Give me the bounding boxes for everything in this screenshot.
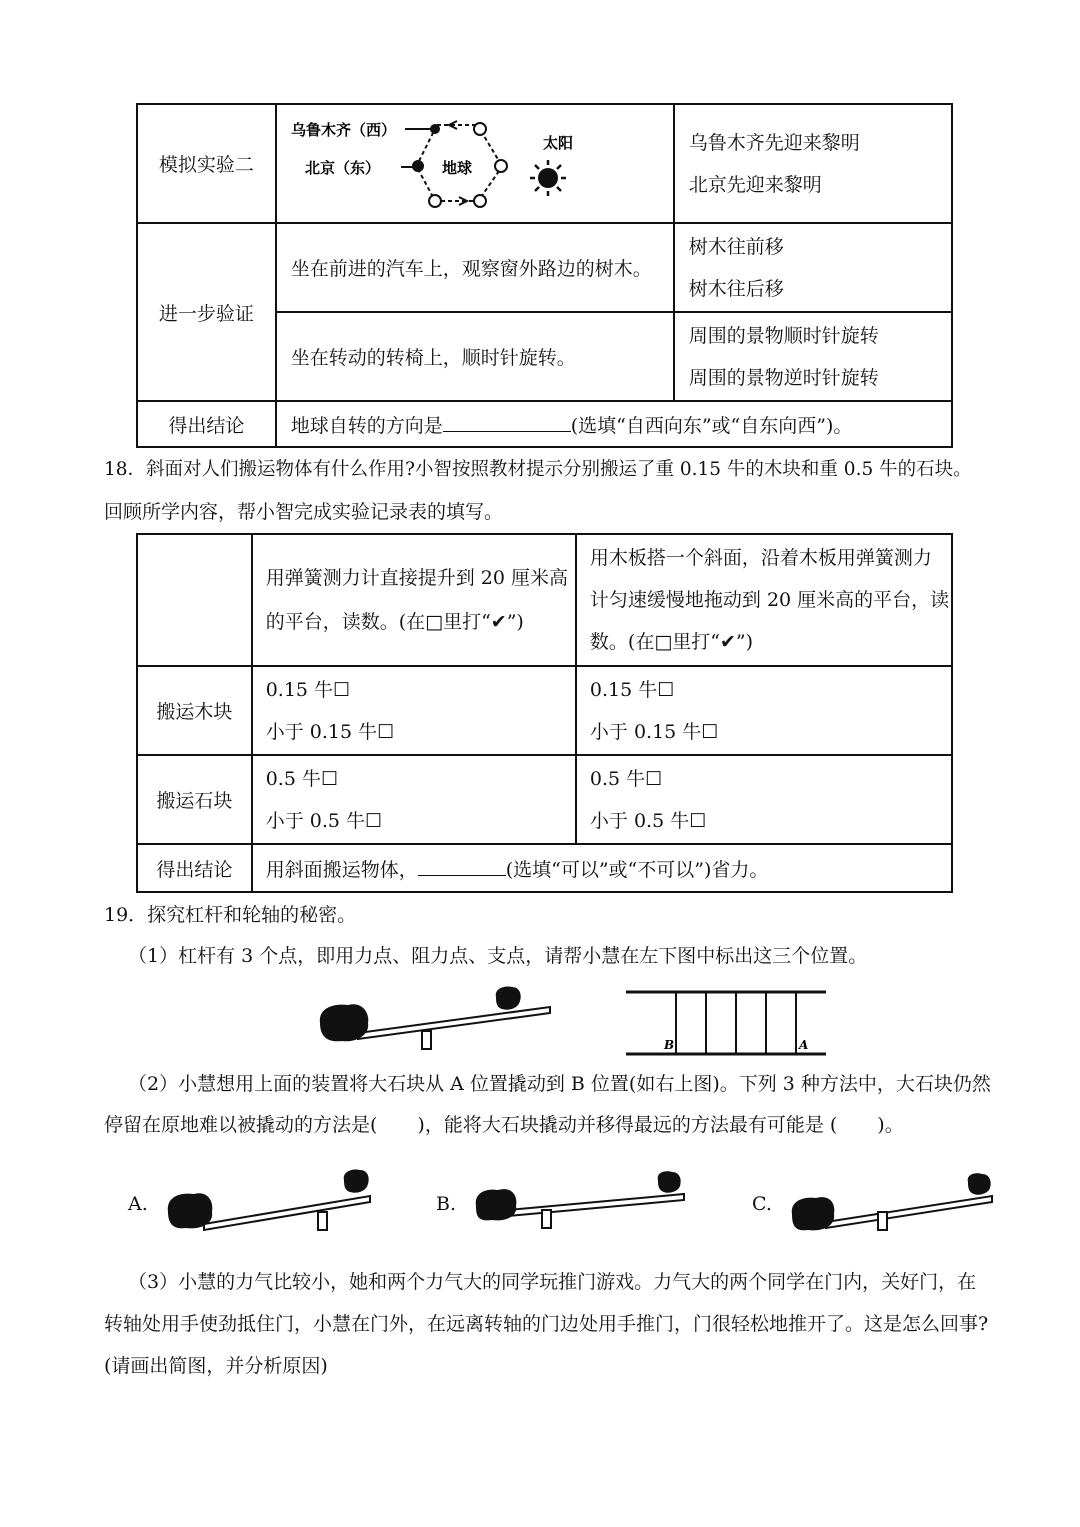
q19-part3-line1: （3）小慧的力气比较小，她和两个力气大的同学玩推门游戏。力气大的两个同学在门内，关好门，在 xyxy=(128,1271,977,1293)
row-label-conclusion: 得出结论 xyxy=(137,844,252,892)
q19-part3-line2: 转轴处用手使劲抵住门，小慧在门外，在远离转轴的门边处用手推门，门很轻松地推开了。这是怎么回事? xyxy=(104,1313,989,1335)
conclusion-cell xyxy=(276,401,952,447)
row-label-verify: 进一步验证 xyxy=(137,223,276,401)
conclusion-text-before: 用斜面搬运物体， xyxy=(265,858,418,881)
part2-text: 停留在原地难以被撬动的方法是( xyxy=(104,1114,378,1136)
q19-part1: （1）杠杆有 3 个点，即用力点、阻力点、支点，请帮小慧在左下图中标出这三个位置。 xyxy=(128,945,868,967)
part2-text: )。 xyxy=(877,1114,904,1136)
conclusion-text-after: (选填“可以”或“不可以”)省力。 xyxy=(505,858,769,881)
earth-position-dot xyxy=(412,160,424,172)
q19-title: 19．探究杠杆和轮轴的秘密。 xyxy=(104,904,357,926)
checkbox-option[interactable]: 0.5 牛☐ xyxy=(589,767,663,790)
row-label-stone: 搬运石块 xyxy=(137,755,252,844)
q18-line1: 18．斜面对人们搬运物体有什么作用?小智按照教材提示分别搬运了重 0.15 牛的木块和重 0.5 牛的石块。 xyxy=(104,459,972,480)
sun-icon xyxy=(530,160,566,196)
conclusion-text-before: 地球自转的方向是 xyxy=(290,414,443,437)
sun-label: 太阳 xyxy=(542,134,573,152)
q19-part2-line2 xyxy=(104,1111,904,1139)
lever-figure xyxy=(318,985,558,1055)
east-city-label: 北京（东） xyxy=(304,159,380,177)
sim2-option: 北京先迎来黎明 xyxy=(688,173,822,196)
row-label-sim2: 模拟实验二 xyxy=(137,104,276,223)
track-figure xyxy=(624,988,828,1058)
experiment-table-earth-rotation xyxy=(136,103,953,448)
row-label-conclusion: 得出结论 xyxy=(137,401,276,447)
checkbox-option[interactable]: 0.15 牛☐ xyxy=(589,678,675,701)
answer-blank[interactable] xyxy=(418,857,506,876)
conclusion-text-after: (选填“自西向东”或“自东向西”)。 xyxy=(570,414,853,437)
position-label-a: A xyxy=(799,1038,809,1052)
lever-option-b[interactable] xyxy=(472,1170,688,1230)
sim2-option: 乌鲁木齐先迎来黎明 xyxy=(688,131,860,154)
verify-text-car: 坐在前进的汽车上，观察窗外路边的树木。 xyxy=(276,223,674,312)
answer-blank[interactable] xyxy=(443,413,571,432)
option-label-a[interactable]: A. xyxy=(128,1193,148,1215)
earth-rotation-diagram xyxy=(277,105,673,222)
earth-rotation-diagram-cell xyxy=(276,104,674,223)
checkbox-option[interactable]: 0.15 牛☐ xyxy=(265,678,351,701)
header-incline xyxy=(576,534,952,666)
earth-label: 地球 xyxy=(441,159,472,177)
header-line: 计匀速缓慢地拖动到 20 厘米高的平台，读 xyxy=(589,589,950,611)
position-label-b: B xyxy=(664,1038,675,1052)
checkbox-option[interactable]: 小于 0.15 牛☐ xyxy=(589,720,719,743)
q19-part3-line3: (请画出简图，并分析原因) xyxy=(104,1355,328,1377)
verify-text-chair: 坐在转动的转椅上，顺时针旋转。 xyxy=(276,312,674,401)
conclusion-cell xyxy=(252,844,952,892)
stone-incline-options xyxy=(576,755,952,844)
lever-option-c[interactable] xyxy=(788,1172,998,1238)
part2-text: )，能将大石块撬动并移得最远的方法最有可能是 ( xyxy=(417,1114,838,1136)
incline-record-table xyxy=(136,533,953,893)
q18-line2: 回顾所学内容，帮小智完成实验记录表的填写。 xyxy=(104,501,504,523)
verify-options-car xyxy=(674,223,952,312)
stone-direct-options xyxy=(252,755,576,844)
checkbox-option[interactable]: 小于 0.5 牛☐ xyxy=(265,809,383,832)
header-line: 的平台，读数。(在□里打“✔”) xyxy=(265,611,524,633)
verify-options-chair xyxy=(674,312,952,401)
wood-direct-options xyxy=(252,666,576,755)
verify-option: 周围的景物逆时针旋转 xyxy=(688,366,879,389)
q19-part2-line1: （2）小慧想用上面的装置将大石块从 A 位置撬动到 B 位置(如右上图)。下列 3 种方法中，大石块仍然 xyxy=(128,1073,991,1095)
header-empty-cell xyxy=(137,534,252,666)
earth-position-dot xyxy=(430,124,440,134)
wood-incline-options xyxy=(576,666,952,755)
header-direct-lift xyxy=(252,534,576,666)
option-label-b[interactable]: B. xyxy=(436,1193,457,1215)
checkbox-option[interactable]: 0.5 牛☐ xyxy=(265,767,338,790)
verify-option: 树木往后移 xyxy=(688,277,784,300)
verify-option: 周围的景物顺时针旋转 xyxy=(688,324,879,347)
sim2-options xyxy=(674,104,952,223)
header-line: 用弹簧测力计直接提升到 20 厘米高 xyxy=(265,567,568,589)
header-line: 用木板搭一个斜面，沿着木板用弹簧测力 xyxy=(589,547,932,569)
header-line: 数。(在□里打“✔”) xyxy=(589,631,754,653)
lever-option-a[interactable] xyxy=(164,1168,374,1238)
verify-option: 树木往前移 xyxy=(688,235,784,258)
row-label-wood: 搬运木块 xyxy=(137,666,252,755)
checkbox-option[interactable]: 小于 0.5 牛☐ xyxy=(589,809,707,832)
checkbox-option[interactable]: 小于 0.15 牛☐ xyxy=(265,720,395,743)
option-label-c[interactable]: C. xyxy=(752,1193,772,1215)
west-city-label: 乌鲁木齐（西） xyxy=(290,121,396,139)
